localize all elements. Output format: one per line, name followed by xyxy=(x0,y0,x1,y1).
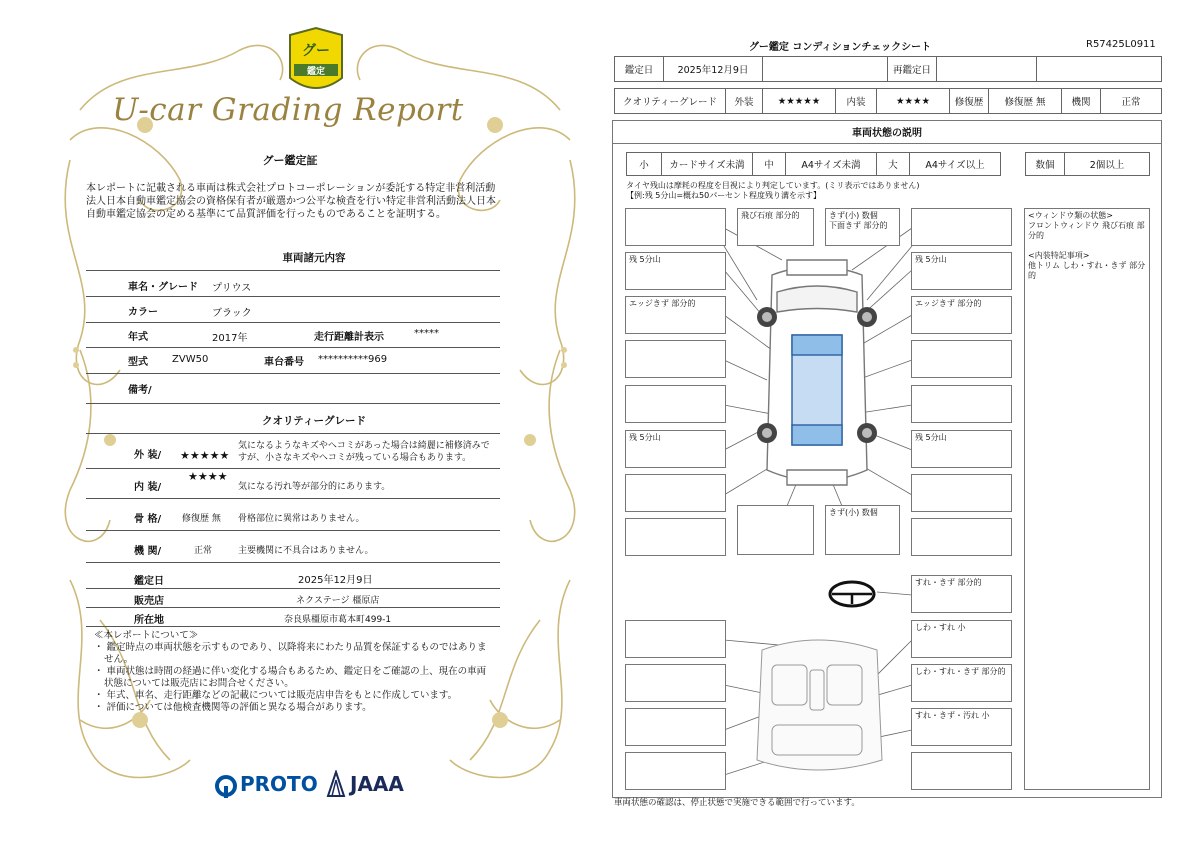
spacer xyxy=(1028,241,1146,251)
divider xyxy=(86,433,500,434)
condition-box-edge-left: エッジきず 部分的 xyxy=(625,296,726,334)
condition-box xyxy=(625,518,726,556)
condition-box-front-scratch xyxy=(825,208,900,246)
empty-cell xyxy=(762,56,888,82)
condition-box xyxy=(737,505,814,555)
engine-label: 機 関/ xyxy=(134,546,162,557)
proto-logo: PROTO xyxy=(240,772,318,796)
divider xyxy=(86,607,500,608)
name-label: 車名・グレード xyxy=(128,282,198,293)
interior-text: 気になる汚れ等が部分的にあります。 xyxy=(238,482,391,492)
condition-box xyxy=(911,752,1012,790)
jaaa-logo: JAAA xyxy=(350,772,404,796)
size-small: 小 xyxy=(626,152,662,176)
year-label: 年式 xyxy=(128,332,148,343)
divider xyxy=(86,626,500,627)
condition-box xyxy=(911,518,1012,556)
grade-title: クオリティーグレード xyxy=(262,415,366,427)
grade-label-cell: クオリティーグレード xyxy=(614,88,726,114)
exterior-stars-cell: ★★★★★ xyxy=(762,88,836,114)
condition-box xyxy=(911,474,1012,512)
notes-title: ≪本レポートについて≫ xyxy=(94,630,199,641)
condition-box xyxy=(625,340,726,378)
interior-note-title: <内装特記事項> xyxy=(1028,251,1090,260)
engine-value-cell: 正常 xyxy=(1100,88,1162,114)
condition-box-tire-fl: 残 5分山 xyxy=(625,252,726,290)
color-value: ブラック xyxy=(212,308,252,319)
size-large-desc: A4サイズ以上 xyxy=(909,152,1001,176)
certificate-title: グー鑑定証 xyxy=(262,154,318,167)
year-value: 2017年 xyxy=(212,333,248,344)
jaaa-logo-icon xyxy=(326,770,346,798)
condition-box-tire-rr: 残 5分山 xyxy=(911,430,1012,468)
divider xyxy=(86,347,500,348)
color-label: カラー xyxy=(128,307,158,318)
frame-label: 骨 格/ xyxy=(134,514,162,525)
frame-value: 修復歴 無 xyxy=(182,514,221,524)
divider xyxy=(86,322,500,323)
window-value: フロントウィンドウ 飛び石痕 部分的 xyxy=(1028,221,1145,240)
condition-box-front-chip: 飛び石痕 部分的 xyxy=(737,208,814,246)
vin-label: 車台番号 xyxy=(264,357,304,368)
size-large: 大 xyxy=(876,152,910,176)
divider xyxy=(86,403,500,404)
condition-box-tire-fr: 残 5分山 xyxy=(911,252,1012,290)
condition-box xyxy=(625,385,726,423)
note-item: ・ 鑑定時点の車両状態を示すものであり、以降将来にわたり品質を保証するものではありません。 xyxy=(94,642,487,665)
condition-box-tire-rl: 残 5分山 xyxy=(625,430,726,468)
emblem-sub: 鑑定 xyxy=(306,67,325,77)
condition-box xyxy=(625,708,726,746)
interior-note-value: 他トリム しわ・すれ・きず 部分的 xyxy=(1028,261,1146,280)
notes xyxy=(94,630,494,714)
size-medium-desc: A4サイズ未満 xyxy=(785,152,877,176)
engine-text: 主要機関に不具合はありません。 xyxy=(238,546,374,556)
empty-cell xyxy=(1036,56,1162,82)
front-scratch-2: 下面きず 部分的 xyxy=(829,221,888,230)
mileage-value: ***** xyxy=(414,328,439,339)
repair-label-cell: 修復歴 xyxy=(949,88,989,114)
redate-label-cell: 再鑑定日 xyxy=(887,56,937,82)
divider xyxy=(86,296,500,297)
name-value: プリウス xyxy=(212,283,252,294)
front-scratch-1: きず(小) 数個 xyxy=(829,211,878,220)
steering-wheel-icon xyxy=(830,582,874,606)
engine-label-cell: 機関 xyxy=(1061,88,1101,114)
count-label: 数個 xyxy=(1025,152,1065,176)
notes-box xyxy=(1024,208,1150,790)
count-desc: 2個以上 xyxy=(1064,152,1150,176)
condition-box-seat-1: しわ・すれ 小 xyxy=(911,620,1012,658)
repair-value-cell: 修復歴 無 xyxy=(988,88,1062,114)
script-title: U-car Grading Report xyxy=(112,92,464,128)
shop-value: ネクステージ 橿原店 xyxy=(296,596,380,606)
condition-box-steering: すれ・きず 部分的 xyxy=(911,575,1012,613)
sheet-footer: 車両状態の確認は、停止状態で実施できる範囲で行っています。 xyxy=(614,798,860,808)
interior-label-cell: 内装 xyxy=(835,88,877,114)
emblem-text: グー xyxy=(302,43,330,59)
size-small-desc: カードサイズ未満 xyxy=(661,152,753,176)
date-value: 2025年12月9日 xyxy=(298,575,373,586)
mileage-label: 走行距離計表示 xyxy=(314,332,384,343)
window-title: <ウィンドウ類の状態> xyxy=(1028,211,1113,220)
divider xyxy=(86,530,500,531)
tire-note-1: タイヤ残山は摩耗の程度を目視により判定しています。(ミリ表示ではありません) xyxy=(626,181,920,190)
remarks-label: 備考/ xyxy=(128,385,152,396)
condition-box-rear-scratch: きず(小) 数個 xyxy=(825,505,900,555)
spec-title: 車両諸元内容 xyxy=(282,252,346,264)
shop-label: 販売店 xyxy=(134,596,164,607)
date-value-cell: 2025年12月9日 xyxy=(663,56,763,82)
condition-box xyxy=(911,208,1012,246)
interior-stars-cell: ★★★★ xyxy=(876,88,950,114)
proto-logo-icon xyxy=(214,774,238,798)
empty-cell xyxy=(936,56,1037,82)
condition-box xyxy=(625,664,726,702)
frame-text: 骨格部位に異常はありません。 xyxy=(238,514,365,524)
divider xyxy=(86,498,500,499)
certificate-statement: 本レポートに記載される車両は株式会社プロトコーポレーションが委託する特定非営利活動法人日本自動車鑑定協会の資格保有者が厳選かつ公平な検査を行い特定非営利活動法人日本自動車鑑定協会の定める基準にて品質評価を行ったものであることを証明する。 xyxy=(86,183,496,220)
size-medium: 中 xyxy=(752,152,786,176)
date-label: 鑑定日 xyxy=(134,576,164,587)
date-label-cell: 鑑定日 xyxy=(614,56,664,82)
vin-value: **********969 xyxy=(318,354,388,365)
condition-box-seat-2: しわ・すれ・きず 部分的 xyxy=(911,664,1012,702)
condition-box xyxy=(625,474,726,512)
divider xyxy=(86,270,500,271)
condition-box xyxy=(911,385,1012,423)
note-item: ・ 車両状態は時間の経過に伴い変化する場合もあるため、鑑定日をご確認の上、現在の車両状態については販売店にお問合せください。 xyxy=(94,666,487,689)
condition-box-edge-right: エッジきず 部分的 xyxy=(911,296,1012,334)
interior-stars: ★★★★ xyxy=(188,470,228,483)
model-label: 型式 xyxy=(128,357,148,368)
condition-box xyxy=(911,340,1012,378)
note-item: ・ 評価については他検査機関等の評価と異なる場合があります。 xyxy=(94,702,372,713)
address-label: 所在地 xyxy=(134,615,164,626)
tire-note-2: 【例:残 5分山=概ね50パーセント程度残り溝を示す】 xyxy=(626,191,822,200)
model-value: ZVW50 xyxy=(172,354,209,365)
condition-box xyxy=(625,752,726,790)
condition-title: 車両状態の説明 xyxy=(612,120,1162,144)
engine-value: 正常 xyxy=(194,546,213,556)
report-id: R57425L0911 xyxy=(1086,39,1156,50)
exterior-label: 外 装/ xyxy=(134,450,162,461)
condition-box xyxy=(625,208,726,246)
exterior-text: 気になるようなキズやヘコミがあった場合は綺麗に補修済みですが、小さなキズやヘコミが残っている場合もあります。 xyxy=(238,441,490,463)
sheet-title: グー鑑定 コンディションチェックシート xyxy=(748,42,932,53)
note-item: ・ 年式、車名、走行距離などの記載については販売店申告をもとに作成しています。 xyxy=(94,690,458,701)
divider xyxy=(86,562,500,563)
exterior-stars: ★★★★★ xyxy=(180,449,230,462)
divider xyxy=(86,373,500,374)
address-value: 奈良県橿原市葛本町499-1 xyxy=(284,615,392,625)
condition-box xyxy=(625,620,726,658)
divider xyxy=(86,468,500,469)
exterior-label-cell: 外装 xyxy=(725,88,763,114)
divider xyxy=(86,588,500,589)
interior-label: 内 装/ xyxy=(134,482,162,493)
condition-box-rear: すれ・きず・汚れ 小 xyxy=(911,708,1012,746)
